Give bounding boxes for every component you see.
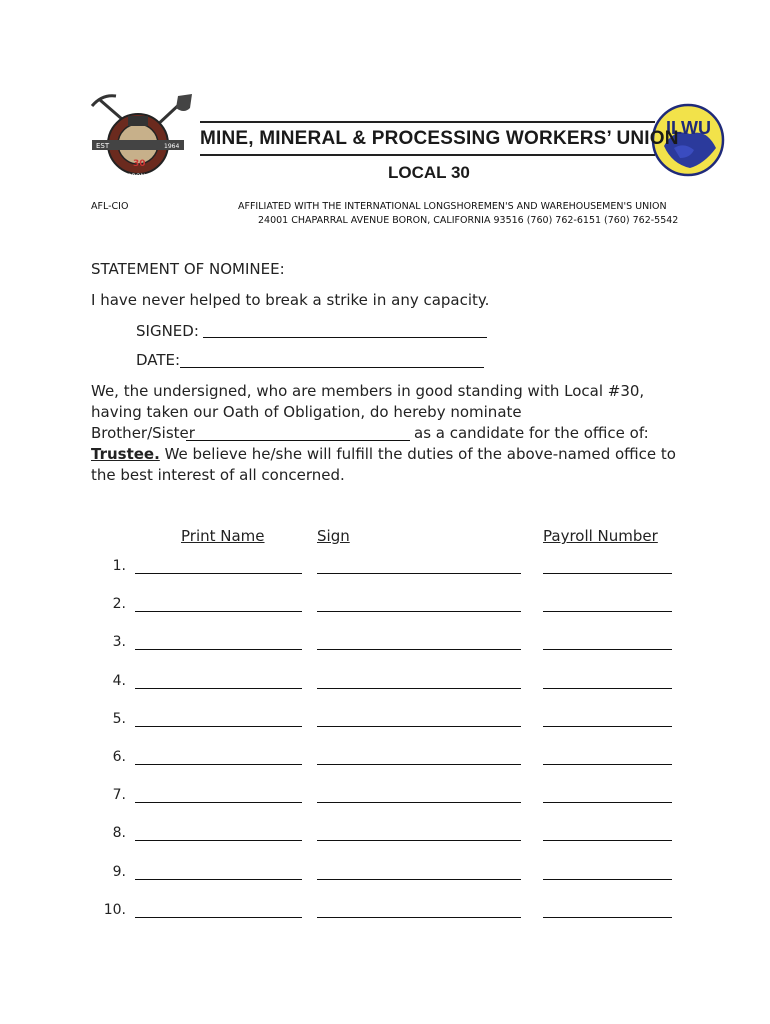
nomination-line-4-text: We believe he/she will fulfill the duties of the above-named office to — [159, 445, 676, 463]
sign-line[interactable] — [317, 711, 521, 727]
nomination-line-3b: as a candidate for the office of: — [414, 424, 649, 442]
print-name-line[interactable] — [135, 596, 302, 612]
row-number: 8. — [112, 825, 126, 841]
print-name-line[interactable] — [135, 787, 302, 803]
col-sign: Sign — [317, 527, 350, 545]
row-number: 10. — [103, 902, 126, 918]
payroll-number-line[interactable] — [543, 634, 672, 650]
payroll-number-line[interactable] — [543, 711, 672, 727]
row-number: 2. — [112, 596, 126, 612]
affiliation-text: AFFILIATED WITH THE INTERNATIONAL LONGSHOREMEN'S AND WAREHOUSEMEN'S UNION — [238, 201, 667, 212]
payroll-number-line[interactable] — [543, 673, 672, 689]
date-line[interactable] — [180, 352, 484, 368]
print-name-line[interactable] — [135, 711, 302, 727]
union-seal-logo — [88, 92, 196, 188]
payroll-number-line[interactable] — [543, 864, 672, 880]
union-title: MINE, MINERAL & PROCESSING WORKERS’ UNION — [200, 128, 679, 149]
row-number: 6. — [112, 749, 126, 765]
sign-line[interactable] — [317, 787, 521, 803]
header-rule-bottom — [200, 154, 655, 156]
address-text: 24001 CHAPARRAL AVENUE BORON, CALIFORNIA 93516 (760) 762-6151 (760) 762-5542 — [258, 215, 679, 226]
row-number: 3. — [112, 634, 126, 650]
row-number: 7. — [112, 787, 126, 803]
office-trustee: Trustee. — [91, 445, 160, 463]
nominee-name-line[interactable] — [186, 425, 410, 441]
seal-year-text: 1964 — [164, 143, 180, 150]
nomination-line-1: We, the undersigned, who are members in good standing with Local #30, — [91, 382, 645, 400]
sign-line[interactable] — [317, 825, 521, 841]
sign-line[interactable] — [317, 596, 521, 612]
ilwu-logo-text: ILWU — [666, 118, 711, 138]
col-payroll-number: Payroll Number — [543, 527, 658, 545]
print-name-line[interactable] — [135, 864, 302, 880]
print-name-line[interactable] — [135, 902, 302, 918]
date-label: DATE: — [136, 351, 181, 369]
nomination-line-2: having taken our Oath of Obligation, do hereby nominate — [91, 403, 522, 421]
print-name-line[interactable] — [135, 749, 302, 765]
print-name-line[interactable] — [135, 825, 302, 841]
row-number: 9. — [112, 864, 126, 880]
payroll-number-line[interactable] — [543, 902, 672, 918]
statement-heading: STATEMENT OF NOMINEE: — [91, 260, 285, 278]
sign-line[interactable] — [317, 902, 521, 918]
payroll-number-line[interactable] — [543, 787, 672, 803]
payroll-number-line[interactable] — [543, 749, 672, 765]
nomination-line-5: the best interest of all concerned. — [91, 466, 345, 484]
nomination-line-4 — [91, 445, 676, 463]
row-number: 1. — [112, 558, 126, 574]
print-name-line[interactable] — [135, 673, 302, 689]
payroll-number-line[interactable] — [543, 596, 672, 612]
statement-line: I have never helped to break a strike in any capacity. — [91, 291, 490, 309]
seal-place-text: BORON, CA — [123, 173, 158, 180]
sign-line[interactable] — [317, 634, 521, 650]
afl-cio-label: AFL-CIO — [91, 201, 129, 212]
sign-line[interactable] — [317, 558, 521, 574]
col-print-name: Print Name — [181, 527, 265, 545]
nomination-line-3a: Brother/Sister — [91, 424, 195, 442]
print-name-line[interactable] — [135, 634, 302, 650]
seal-number-text: 30 — [133, 159, 146, 169]
header-rule-top — [200, 121, 655, 123]
print-name-line[interactable] — [135, 558, 302, 574]
row-number: 4. — [112, 673, 126, 689]
signed-line[interactable] — [203, 322, 487, 338]
payroll-number-line[interactable] — [543, 558, 672, 574]
seal-est-text: EST — [96, 142, 110, 150]
row-number: 5. — [112, 711, 126, 727]
sign-line[interactable] — [317, 749, 521, 765]
local-number: LOCAL 30 — [388, 163, 470, 182]
payroll-number-line[interactable] — [543, 825, 672, 841]
sign-line[interactable] — [317, 864, 521, 880]
sign-line[interactable] — [317, 673, 521, 689]
signed-label: SIGNED: — [136, 322, 199, 340]
